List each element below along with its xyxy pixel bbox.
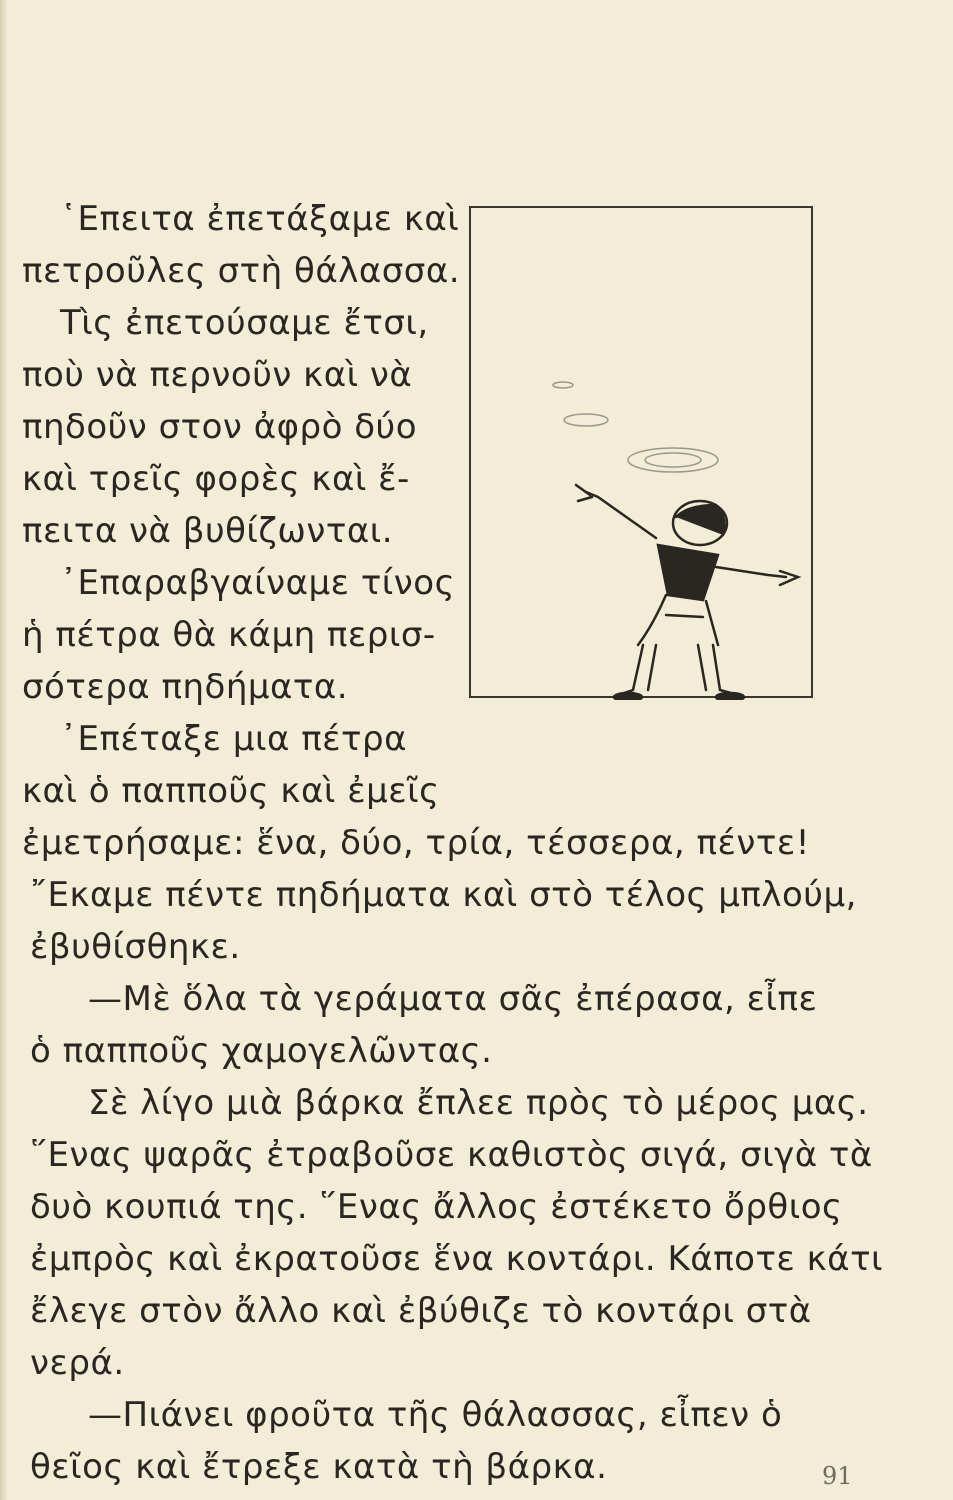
- text-line: ἡ πέτρα θὰ κάμη περισ-: [22, 615, 436, 655]
- text-line: ἐμετρήσαμε: ἕνα, δύο, τρία, τέσσερα, πέντε!: [22, 823, 810, 863]
- text-line: θεῖος καὶ ἔτρεξε κατὰ τὴ βάρκα.: [30, 1447, 608, 1487]
- text-line: —Μὲ ὅλα τὰ γεράματα σᾶς ἐπέρασα, εἶπε: [88, 979, 818, 1019]
- text-line: ἐβυθίσθηκε.: [30, 927, 241, 967]
- text-line: καὶ ὁ παπποῦς καὶ ἐμεῖς: [22, 771, 440, 811]
- text-line: πετροῦλες στὴ θάλασσα.: [22, 251, 461, 291]
- text-line: πηδοῦν στον ἀφρὸ δύο: [22, 407, 418, 447]
- text-line: ῞Ενας ψαρᾶς ἐτραβοῦσε καθιστὸς σιγά, σιγὰ τὰ: [30, 1135, 873, 1175]
- text-line: Τὶς ἐπετούσαμε ἔτσι,: [60, 303, 429, 343]
- text-line: ῎Εκαμε πέντε πηδήματα καὶ στὸ τέλος μπλούμ,: [30, 875, 857, 915]
- text-line: Σὲ λίγο μιὰ βάρκα ἔπλεε πρὸς τὸ μέρος μας.: [88, 1083, 869, 1123]
- text-line: ἔλεγε στὸν ἄλλο καὶ ἐβύθιζε τὸ κοντάρι στὰ: [30, 1291, 812, 1331]
- text-line: ᾿Επαραβγαίναμε τίνος: [60, 563, 456, 603]
- child-throwing-stone-icon: [468, 205, 816, 700]
- text-line: καὶ τρεῖς φορὲς καὶ ἔ-: [22, 459, 410, 499]
- text-line: δυὸ κουπιά της. ῞Ενας ἄλλος ἐστέκετο ὄρθιος: [30, 1187, 843, 1227]
- text-line: πειτα νὰ βυθίζωνται.: [22, 511, 394, 551]
- text-line: —Πιάνει φροῦτα τῆς θάλασσας, εἶπεν ὁ: [88, 1395, 783, 1435]
- page-number: 91: [822, 1462, 853, 1490]
- text-line: νερά.: [30, 1343, 125, 1383]
- text-line: ἐμπρὸς καὶ ἐκρατοῦσε ἕνα κοντάρι. Κάποτε κάτι: [30, 1239, 884, 1279]
- text-line: ὁ παπποῦς χαμογελῶντας.: [30, 1031, 493, 1071]
- text-line: ποὺ νὰ περνοῦν καὶ νὰ: [22, 355, 413, 395]
- text-line: ῾Επειτα ἐπετάξαμε καὶ: [60, 199, 460, 239]
- page-gutter-shadow: [0, 0, 8, 1500]
- text-line: σότερα πηδήματα.: [22, 667, 349, 707]
- text-line: ᾿Επέταξε μια πέτρα: [60, 719, 408, 759]
